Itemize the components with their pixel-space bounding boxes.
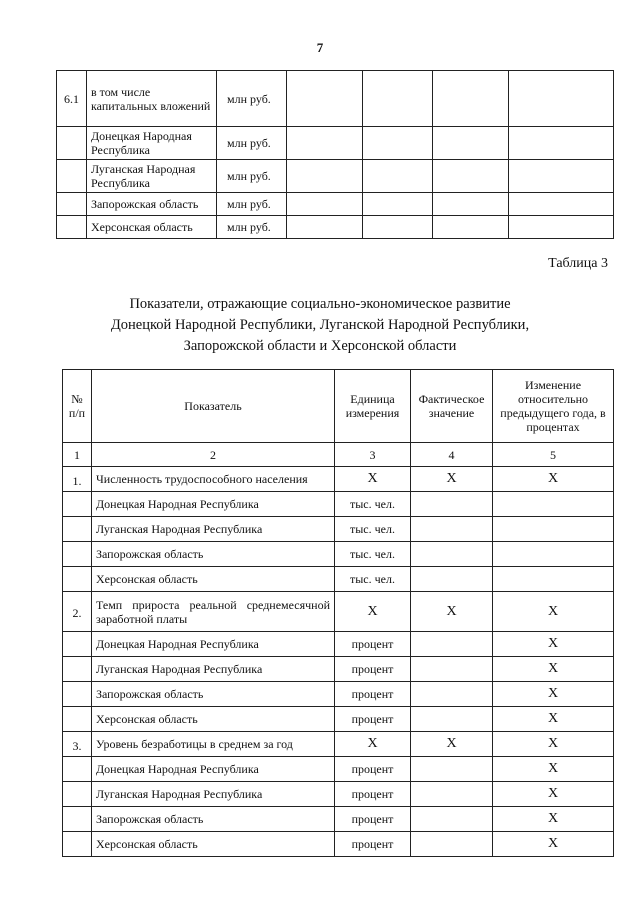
empty-cell [509, 71, 614, 127]
row-number [63, 657, 92, 682]
row-number: 6.1 [57, 71, 87, 127]
row-actual: X [411, 467, 493, 492]
table-row [63, 467, 614, 492]
empty-cell [433, 160, 509, 193]
empty-cell [287, 193, 363, 216]
table-row [63, 782, 614, 807]
row-unit: млн руб. [217, 216, 287, 239]
title-line: Донецкой Народной Республики, Луганской Народной Республики, [110, 317, 530, 333]
table-row [63, 807, 614, 832]
table-row [63, 492, 614, 517]
empty-cell [287, 71, 363, 127]
empty-cell [433, 71, 509, 127]
header-row [63, 370, 614, 443]
row-actual [411, 517, 493, 542]
row-change: X [493, 807, 614, 832]
row-change: X [493, 657, 614, 682]
row-name: Донецкая Народная Республика [87, 127, 217, 160]
row-unit: процент [335, 757, 411, 782]
row-change: X [493, 592, 614, 632]
header-indicator: Показатель [92, 370, 335, 443]
header-change: Изменение относительно предыдущего года, в процентах [493, 370, 614, 443]
row-change: X [493, 632, 614, 657]
row-unit: X [335, 732, 411, 757]
row-number [63, 492, 92, 517]
row-change: X [493, 757, 614, 782]
column-number: 2 [92, 443, 335, 467]
title-line: Показатели, отражающие социально-экономическое развитие [129, 296, 511, 312]
row-number: 1. [63, 467, 92, 492]
column-number: 3 [335, 443, 411, 467]
row-change: X [493, 682, 614, 707]
table-row [57, 160, 614, 193]
row-name: Луганская Народная Республика [87, 160, 217, 193]
row-indicator: Донецкая Народная Республика [92, 632, 335, 657]
row-actual [411, 657, 493, 682]
row-unit: тыс. чел. [335, 567, 411, 592]
row-number [63, 682, 92, 707]
row-change [493, 567, 614, 592]
column-number: 4 [411, 443, 493, 467]
column-number: 5 [493, 443, 614, 467]
row-unit: тыс. чел. [335, 517, 411, 542]
row-number [63, 517, 92, 542]
row-unit: млн руб. [217, 127, 287, 160]
empty-cell [433, 127, 509, 160]
title-line: Запорожской области и Херсонской области [183, 338, 457, 354]
row-indicator: Запорожская область [92, 682, 335, 707]
row-change: X [493, 732, 614, 757]
row-number [63, 807, 92, 832]
row-name: в том числе капитальных вложений [87, 71, 217, 127]
table-row [57, 216, 614, 239]
continued-table [56, 70, 614, 239]
row-actual [411, 632, 493, 657]
row-actual: X [411, 592, 493, 632]
empty-cell [363, 193, 433, 216]
row-unit: тыс. чел. [335, 492, 411, 517]
row-unit: процент [335, 782, 411, 807]
row-unit: процент [335, 832, 411, 857]
row-change [493, 492, 614, 517]
table-row [63, 592, 614, 632]
row-unit: тыс. чел. [335, 542, 411, 567]
table-row [63, 832, 614, 857]
row-number [57, 160, 87, 193]
row-unit: млн руб. [217, 193, 287, 216]
row-number [63, 832, 92, 857]
indicators-table [62, 369, 614, 857]
row-actual: X [411, 732, 493, 757]
row-number [57, 216, 87, 239]
row-indicator: Запорожская область [92, 542, 335, 567]
row-indicator: Луганская Народная Республика [92, 782, 335, 807]
row-unit: X [335, 467, 411, 492]
row-change: X [493, 782, 614, 807]
row-change [493, 542, 614, 567]
row-unit: млн руб. [217, 71, 287, 127]
row-indicator: Херсонская область [92, 707, 335, 732]
table-row [63, 567, 614, 592]
row-indicator: Донецкая Народная Республика [92, 492, 335, 517]
row-number [57, 193, 87, 216]
row-number [63, 632, 92, 657]
empty-cell [509, 127, 614, 160]
row-actual [411, 682, 493, 707]
row-unit: процент [335, 682, 411, 707]
row-actual [411, 832, 493, 857]
row-actual [411, 567, 493, 592]
empty-cell [433, 216, 509, 239]
row-number [63, 757, 92, 782]
row-number: 3. [63, 732, 92, 757]
row-indicator: Луганская Народная Республика [92, 517, 335, 542]
empty-cell [363, 127, 433, 160]
row-indicator: Херсонская область [92, 567, 335, 592]
row-actual [411, 807, 493, 832]
row-unit: X [335, 592, 411, 632]
row-unit: процент [335, 632, 411, 657]
row-unit: млн руб. [217, 160, 287, 193]
row-number [63, 567, 92, 592]
row-change: X [493, 832, 614, 857]
row-indicator: Херсонская область [92, 832, 335, 857]
row-indicator: Численность трудоспособного населения [92, 467, 335, 492]
column-numbers-row [63, 443, 614, 467]
page-number: 7 [316, 40, 324, 55]
header-unit: Единица измерения [335, 370, 411, 443]
table-row [63, 657, 614, 682]
empty-cell [363, 216, 433, 239]
table-row [63, 732, 614, 757]
row-number [63, 542, 92, 567]
empty-cell [287, 216, 363, 239]
row-change [493, 517, 614, 542]
row-name: Херсонская область [87, 216, 217, 239]
column-number: 1 [63, 443, 92, 467]
empty-cell [287, 127, 363, 160]
row-unit: процент [335, 707, 411, 732]
empty-cell [363, 71, 433, 127]
empty-cell [433, 193, 509, 216]
table-row [63, 757, 614, 782]
table-row [63, 682, 614, 707]
table-title [0, 294, 640, 357]
row-actual [411, 757, 493, 782]
row-indicator: Уровень безработицы в среднем за год [92, 732, 335, 757]
header-num: № п/п [63, 370, 92, 443]
row-number [57, 127, 87, 160]
row-number [63, 782, 92, 807]
row-change: X [493, 467, 614, 492]
empty-cell [509, 216, 614, 239]
table-row [63, 517, 614, 542]
table-row [63, 707, 614, 732]
row-change: X [493, 707, 614, 732]
row-unit: процент [335, 657, 411, 682]
row-unit: процент [335, 807, 411, 832]
table-row [63, 542, 614, 567]
row-actual [411, 492, 493, 517]
table-row [57, 193, 614, 216]
row-number: 2. [63, 592, 92, 632]
row-actual [411, 782, 493, 807]
row-actual [411, 707, 493, 732]
table-label: Таблица 3 [548, 256, 608, 271]
table-row [57, 71, 614, 127]
empty-cell [509, 160, 614, 193]
table-row [63, 632, 614, 657]
row-indicator: Темп прироста реальной среднемесячной заработной платы [92, 592, 335, 632]
row-indicator: Донецкая Народная Республика [92, 757, 335, 782]
row-indicator: Луганская Народная Республика [92, 657, 335, 682]
row-name: Запорожская область [87, 193, 217, 216]
header-actual: Фактическое значение [411, 370, 493, 443]
empty-cell [287, 160, 363, 193]
row-indicator: Запорожская область [92, 807, 335, 832]
row-number [63, 707, 92, 732]
table-row [57, 127, 614, 160]
empty-cell [363, 160, 433, 193]
row-actual [411, 542, 493, 567]
empty-cell [509, 193, 614, 216]
